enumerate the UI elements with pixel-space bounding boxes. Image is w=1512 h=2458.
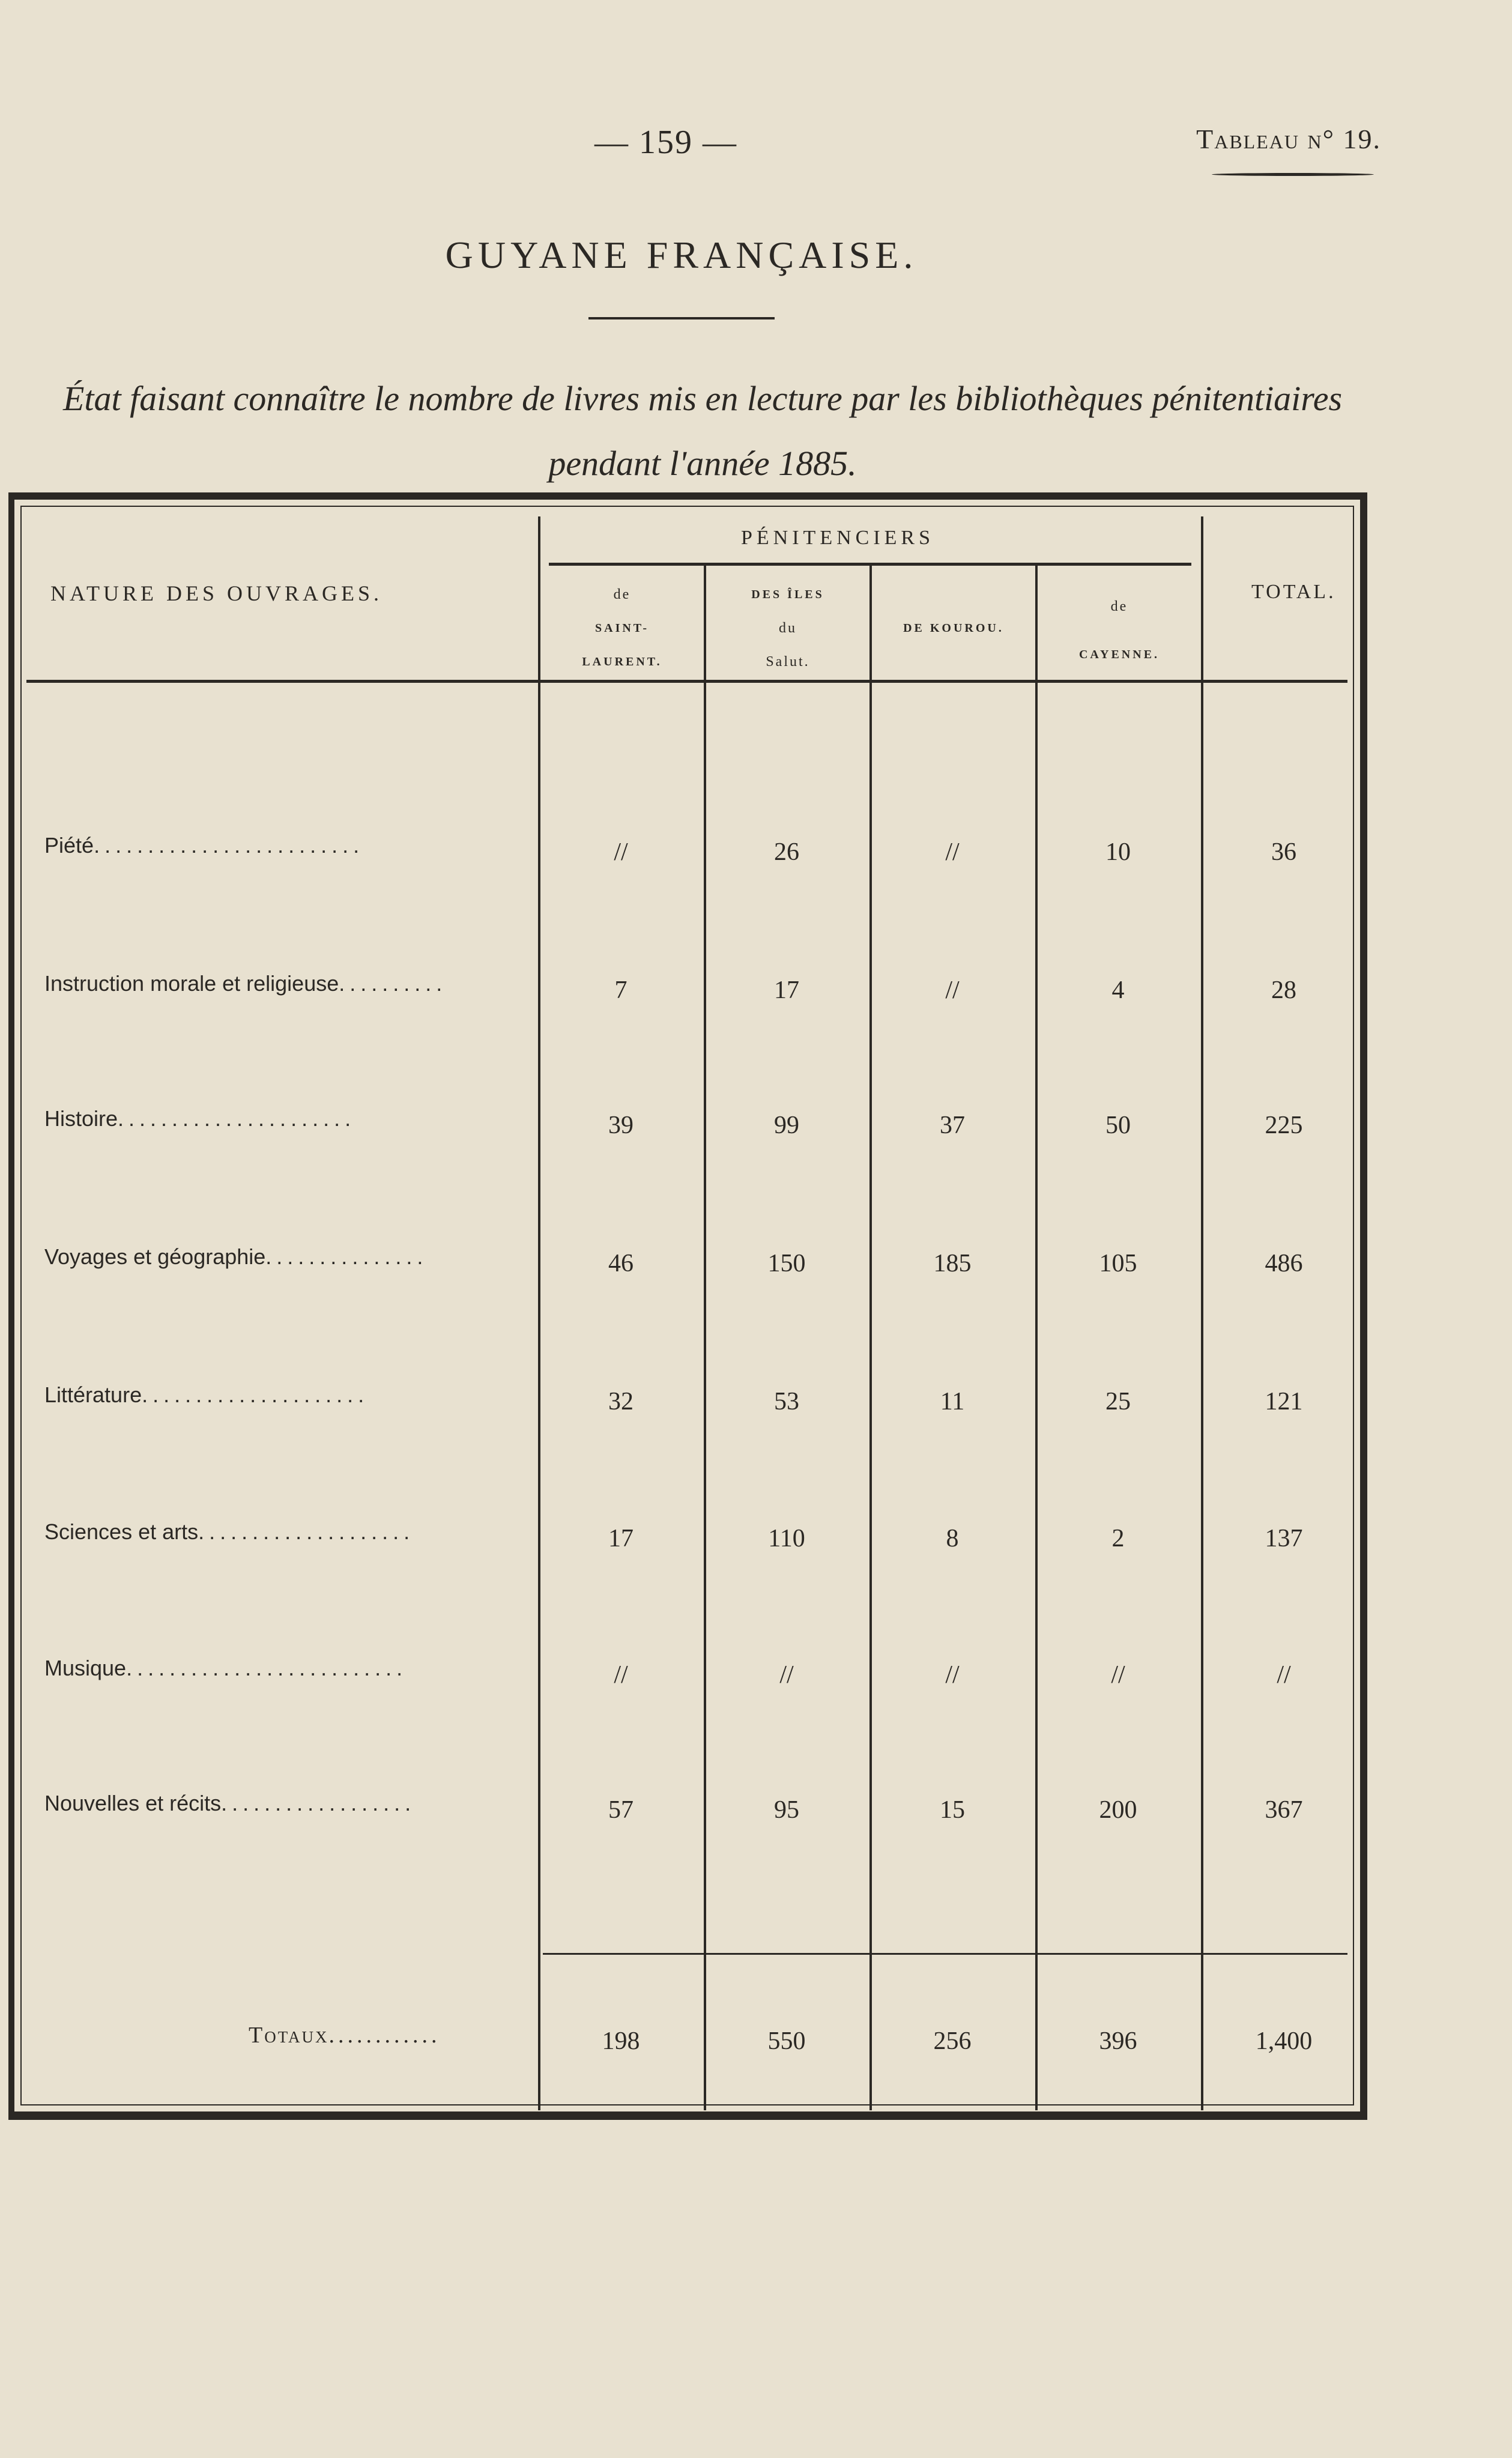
cell-total: // <box>1277 1661 1291 1689</box>
column-header-kourou: DE KOUROU. <box>903 622 1004 635</box>
cell-kourou: 11 <box>940 1388 965 1415</box>
cell-cayenne: // <box>1111 1661 1125 1689</box>
column-header-cayenne: de CAYENNE. <box>1078 599 1160 661</box>
cell-iles-du-salut: 110 <box>768 1525 805 1552</box>
table-row <box>14 833 1361 869</box>
cell-total: 367 <box>1265 1796 1303 1824</box>
cell-cayenne: 50 <box>1105 1112 1131 1139</box>
cell-saint-laurent: 57 <box>608 1796 634 1824</box>
table-caption <box>12 366 1393 496</box>
cell-saint-laurent: 46 <box>608 1250 634 1277</box>
cell-cayenne: 4 <box>1111 976 1125 1004</box>
cell-cayenne: 25 <box>1105 1388 1131 1415</box>
table-row <box>14 971 1361 1007</box>
row-label: Histoire...................... <box>44 1106 356 1131</box>
cell-total: 486 <box>1265 1250 1303 1277</box>
total-header: TOTAL. <box>1251 581 1336 603</box>
cell-iles-du-salut: // <box>779 1661 794 1689</box>
cell-iles-du-salut: 26 <box>774 838 799 866</box>
statistics-table <box>8 492 1367 2120</box>
row-label: Piété......................... <box>44 833 364 858</box>
cell-total: 121 <box>1265 1388 1303 1415</box>
cell-saint-laurent: 32 <box>608 1388 634 1415</box>
table-row <box>14 1106 1361 1142</box>
cell-saint-laurent: // <box>614 1661 628 1689</box>
grand-total: 1,400 <box>1255 2027 1313 2055</box>
table-row <box>14 1791 1361 1827</box>
column-header-iles-du-salut: DES ÎLES du Salut. <box>751 588 824 670</box>
cell-kourou: // <box>945 838 960 866</box>
table-row <box>14 1382 1361 1418</box>
totals-label: Totaux............ <box>249 2023 441 2048</box>
header-bottom-rule <box>26 680 1347 683</box>
cell-kourou: 37 <box>940 1112 965 1139</box>
totals-rule <box>543 1953 1347 1955</box>
cell-saint-laurent: // <box>614 838 628 866</box>
column-header-saint-laurent: de SAINT- LAURENT. <box>582 587 662 668</box>
page-title: GUYANE FRANÇAISE. <box>445 234 918 276</box>
row-label: Instruction morale et religieuse.......... <box>44 971 447 996</box>
cell-kourou: // <box>945 976 960 1004</box>
row-label: Sciences et arts.................... <box>44 1519 415 1544</box>
tableau-reference: Tableau n° 19. <box>1196 124 1381 154</box>
column-rule <box>704 565 706 2110</box>
caption-line-1: État faisant connaître le nombre de livres mis en lecture par les bibliothèques pénitentiaires <box>62 379 1343 418</box>
table-row <box>14 1244 1361 1280</box>
row-label: Musique.......................... <box>44 1656 408 1680</box>
penitenciers-header: PÉNITENCIERS <box>741 527 934 549</box>
cell-cayenne: 2 <box>1111 1525 1125 1552</box>
cell-total: 28 <box>1271 976 1296 1004</box>
cell-kourou: 15 <box>940 1796 965 1824</box>
page-number: — 159 — <box>594 124 737 161</box>
tableau-rule <box>1212 173 1374 176</box>
cell-iles-du-salut: 53 <box>774 1388 799 1415</box>
column-rule <box>538 516 540 2110</box>
total-iles-du-salut: 550 <box>767 2027 806 2055</box>
cell-iles-du-salut: 17 <box>774 976 799 1004</box>
row-label: Voyages et géographie............... <box>44 1244 428 1269</box>
table-row <box>14 1519 1361 1555</box>
cell-iles-du-salut: 150 <box>767 1250 806 1277</box>
total-kourou: 256 <box>933 2027 972 2055</box>
table-inner-border <box>20 506 1354 2105</box>
cell-saint-laurent: 39 <box>608 1112 634 1139</box>
cell-kourou: // <box>945 1661 960 1689</box>
totals-row <box>14 2022 1361 2058</box>
cell-total: 225 <box>1265 1112 1303 1139</box>
cell-iles-du-salut: 95 <box>774 1796 799 1824</box>
row-label: Littérature..................... <box>44 1382 369 1407</box>
cell-kourou: 185 <box>933 1250 972 1277</box>
nature-header: NATURE DES OUVRAGES. <box>50 581 383 605</box>
title-rule <box>588 317 775 319</box>
cell-cayenne: 10 <box>1105 838 1131 866</box>
cell-total: 36 <box>1271 838 1296 866</box>
total-cayenne: 396 <box>1099 2027 1137 2055</box>
cell-cayenne: 105 <box>1099 1250 1137 1277</box>
row-label: Nouvelles et récits.................. <box>44 1791 416 1815</box>
column-rule <box>1035 565 1038 2110</box>
cell-kourou: 8 <box>946 1525 959 1552</box>
group-header-rule <box>549 563 1191 566</box>
table-row <box>14 1656 1361 1692</box>
column-rule <box>869 565 872 2110</box>
caption-line-2: pendant l'année 1885. <box>548 444 857 483</box>
cell-cayenne: 200 <box>1099 1796 1137 1824</box>
cell-saint-laurent: 17 <box>608 1525 634 1552</box>
cell-total: 137 <box>1265 1525 1303 1552</box>
cell-iles-du-salut: 99 <box>774 1112 799 1139</box>
total-saint-laurent: 198 <box>602 2027 640 2055</box>
cell-saint-laurent: 7 <box>614 976 627 1004</box>
column-rule <box>1201 516 1203 2110</box>
